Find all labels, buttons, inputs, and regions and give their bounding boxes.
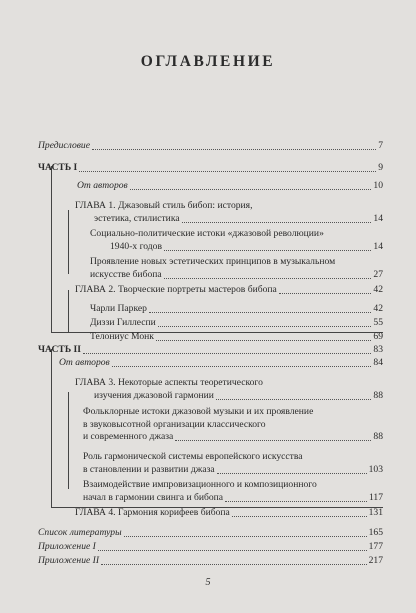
toc-page-number: 88 bbox=[373, 389, 383, 401]
toc-page-number: 14 bbox=[373, 212, 383, 224]
toc-entry-title: Предисловие bbox=[38, 140, 90, 151]
toc-dot-leader bbox=[83, 344, 371, 354]
toc-page-number: 117 bbox=[368, 491, 383, 503]
toc-entry-title: Приложение I bbox=[38, 541, 96, 552]
toc-entry-title-cont: и современного джаза bbox=[83, 431, 174, 443]
toc-entry-title: Взаимодействие импровизационного и композиционного bbox=[83, 479, 317, 490]
toc-dot-leader bbox=[79, 162, 376, 172]
toc-dot-leader bbox=[92, 140, 376, 150]
toc-entry-title: Телониус Монк bbox=[90, 331, 154, 342]
toc-entry-title-cont: начал в гармонии свинга и бибопа bbox=[83, 491, 224, 503]
toc-dot-leader bbox=[216, 390, 371, 400]
chapter3-bracket bbox=[68, 392, 69, 489]
toc-dot-leader bbox=[149, 303, 371, 313]
toc-entry-title: Диззи Гиллеспи bbox=[90, 317, 156, 328]
toc-entry-title: Список литературы bbox=[38, 527, 122, 538]
toc-entry-title: ЧАСТЬ II bbox=[38, 344, 82, 355]
chapter1-bracket bbox=[68, 210, 69, 274]
toc-page-number: 42 bbox=[373, 284, 383, 295]
toc-dot-leader bbox=[124, 527, 367, 537]
toc-dot-leader bbox=[158, 317, 371, 327]
toc-entry-title-cont: в становлении и развитии джаза bbox=[83, 463, 215, 475]
toc-entry-title: От авторов bbox=[77, 180, 128, 191]
part2-bracket bbox=[51, 349, 52, 507]
toc-page-number: 10 bbox=[373, 180, 383, 191]
toc-page-number: 9 bbox=[378, 162, 383, 173]
toc-dot-leader bbox=[279, 284, 371, 294]
page-title: ОГЛАВЛЕНИЕ bbox=[140, 53, 276, 70]
toc-entry-title-cont: эстетика, стилистика bbox=[94, 212, 180, 224]
toc-entry-title: ГЛАВА 2. Творческие портреты мастеров бибопа bbox=[75, 284, 277, 295]
toc-entry-title: Роль гармонической системы европейского искусства bbox=[83, 451, 303, 462]
toc-page-number: 165 bbox=[368, 527, 383, 538]
toc-page-number: 103 bbox=[368, 463, 383, 475]
page-number: 5 bbox=[205, 577, 211, 588]
toc-page-number: 14 bbox=[373, 240, 383, 252]
toc-dot-leader bbox=[156, 331, 371, 341]
toc-dot-leader bbox=[225, 492, 367, 502]
toc-entry-title: Фольклорные истоки джазовой музыки и их проявление bbox=[83, 406, 314, 417]
toc-entry-title: Проявление новых эстетических принципов в музыкальном bbox=[90, 256, 336, 267]
toc-page-number: 84 bbox=[373, 357, 383, 368]
toc-entry-title: Чарли Паркер bbox=[90, 303, 147, 314]
toc-page-number: 7 bbox=[378, 140, 383, 151]
toc-page-number: 131 bbox=[368, 507, 383, 518]
toc-dot-leader bbox=[164, 241, 371, 251]
toc-dot-leader bbox=[175, 431, 371, 441]
toc-entry-title: ЧАСТЬ I bbox=[38, 162, 78, 173]
chapter2-bracket bbox=[68, 290, 69, 332]
toc-entry-title: От авторов bbox=[59, 357, 110, 368]
toc-dot-leader bbox=[98, 541, 367, 551]
toc-entry-title: ГЛАВА 4. Гармония корифеев бибопа bbox=[75, 507, 230, 518]
toc-page-number: 88 bbox=[373, 431, 383, 443]
toc-page-number: 69 bbox=[373, 331, 383, 342]
toc-entry-title-cont: искусстве бибопа bbox=[90, 268, 162, 280]
toc-dot-leader bbox=[182, 213, 371, 223]
part1-bracket bbox=[51, 166, 52, 332]
toc-entry-title-cont: изучения джазовой гармонии bbox=[94, 389, 214, 401]
toc-dot-leader bbox=[164, 269, 371, 279]
toc-dot-leader bbox=[112, 357, 371, 367]
toc-page-number: 83 bbox=[373, 344, 383, 355]
toc-entry-title: ГЛАВА 3. Некоторые аспекты теоретического bbox=[75, 377, 263, 388]
toc-entry-title: Приложение II bbox=[38, 555, 100, 566]
toc-entry-title-cont: в звуковысотной организации классического bbox=[83, 418, 266, 430]
toc-entry-title: ГЛАВА 1. Джазовый стиль бибоп: история, bbox=[75, 200, 253, 211]
toc-page-number: 42 bbox=[373, 303, 383, 314]
toc-entry-title-cont: 1940-х годов bbox=[110, 240, 163, 252]
toc-page-number: 55 bbox=[373, 317, 383, 328]
toc-entry-title: Социально-политические истоки «джазовой революции» bbox=[90, 228, 324, 239]
toc-page-number: 27 bbox=[373, 268, 383, 280]
toc-page-number: 217 bbox=[368, 555, 383, 566]
toc-dot-leader bbox=[130, 180, 371, 190]
toc-page-number: 177 bbox=[368, 541, 383, 552]
toc-dot-leader bbox=[101, 555, 367, 565]
toc-dot-leader bbox=[217, 464, 367, 474]
toc-dot-leader bbox=[232, 507, 367, 517]
